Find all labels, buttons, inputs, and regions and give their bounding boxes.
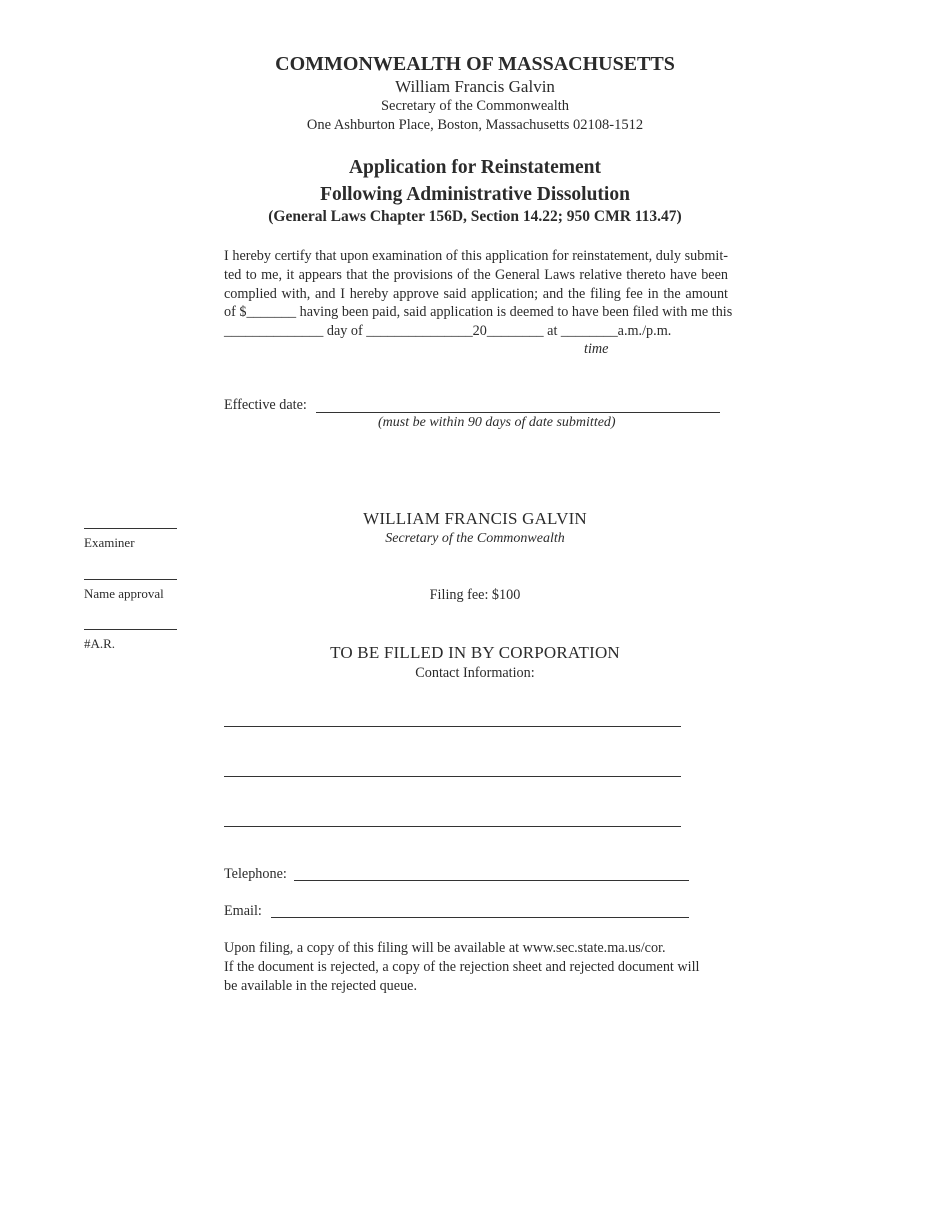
certification-line: I hereby certify that upon examination of this application for reinstatement, duly submit-: [224, 248, 728, 264]
email-label: Email:: [224, 903, 262, 919]
telephone-field[interactable]: [294, 880, 689, 881]
contact-information-label: Contact Information:: [415, 665, 535, 681]
effective-date-note: (must be within 90 days of date submitted): [378, 415, 616, 430]
contact-line-2[interactable]: [224, 776, 681, 777]
official-title: Secretary of the Commonwealth: [380, 98, 570, 114]
contact-line-1[interactable]: [224, 726, 681, 727]
certification-paragraph: [224, 247, 733, 341]
form-title-line2: Following Administrative Dissolution: [320, 184, 630, 205]
filing-notice-line: If the document is rejected, a copy of the rejection sheet and rejected document will: [224, 959, 700, 975]
filing-notice: [224, 939, 744, 996]
filing-fee: Filing fee: $100: [429, 587, 521, 603]
form-title-line1: Application for Reinstatement: [348, 157, 602, 178]
ar-label: #A.R.: [84, 636, 116, 651]
office-address: One Ashburton Place, Boston, Massachusetts 02108-1512: [306, 117, 644, 133]
signature-name: WILLIAM FRANCIS GALVIN: [363, 509, 587, 528]
official-name: William Francis Galvin: [395, 77, 555, 96]
certification-line: ted to me, it appears that the provisions of the General Laws relative thereto have been: [224, 266, 728, 283]
email-field[interactable]: [271, 917, 689, 918]
name-approval-line[interactable]: [84, 579, 177, 580]
contact-line-3[interactable]: [224, 826, 681, 827]
examiner-label: Examiner: [84, 535, 135, 550]
certification-line: complied with, and I hereby approve said application; and the filing fee in the amount: [224, 285, 728, 302]
time-label: time: [584, 341, 609, 357]
statute-reference: (General Laws Chapter 156D, Section 14.22; 950 CMR 113.47): [268, 208, 682, 225]
effective-date-field[interactable]: [316, 412, 720, 413]
effective-date-label: Effective date:: [224, 397, 307, 413]
state-heading: COMMONWEALTH OF MASSACHUSETTS: [275, 53, 675, 75]
name-approval-label: Name approval: [84, 586, 164, 601]
signature-title: Secretary of the Commonwealth: [385, 531, 565, 546]
ar-line[interactable]: [84, 629, 177, 630]
corporation-heading: TO BE FILLED IN BY CORPORATION: [330, 643, 620, 662]
certification-date-line: ______________ day of _______________20________ at ________a.m./p.m.: [224, 323, 672, 340]
certification-line: of $_______ having been paid, said application is deemed to have been filed with me this: [224, 304, 733, 321]
telephone-label: Telephone:: [224, 866, 287, 882]
filing-notice-line: be available in the rejected queue.: [224, 978, 418, 994]
filing-notice-line: Upon filing, a copy of this filing will be available at www.sec.state.ma.us/cor.: [224, 940, 666, 956]
